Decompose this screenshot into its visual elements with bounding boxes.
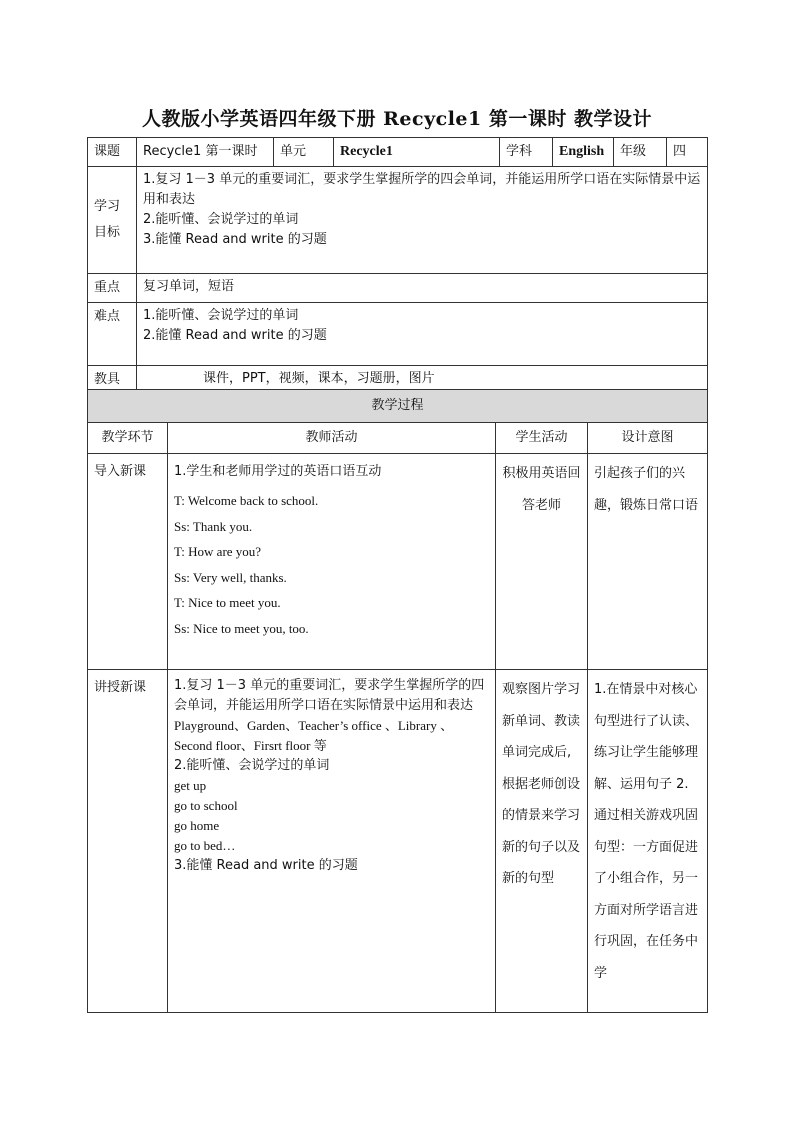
- key-value: 复习单词，短语: [137, 274, 708, 303]
- goals-row: [88, 167, 708, 274]
- dialogue-line: Ss: Nice to meet you, too.: [174, 620, 309, 636]
- grade-label: 年级: [614, 138, 667, 167]
- teacher-line: go to school: [174, 798, 238, 813]
- header-intent: 设计意图: [588, 423, 708, 454]
- header-stage: 教学环节: [88, 423, 168, 454]
- intent-text: 引起孩子们的兴趣，锻炼日常口语: [594, 466, 699, 513]
- student-text: 积极用英语回答老师: [502, 466, 581, 513]
- dialogue-line: Ss: Very well, thanks.: [174, 569, 287, 585]
- difficult-row: [88, 303, 708, 366]
- goal-item: 1.复习 1－3 单元的重要词汇，要求学生掌握所学的四会单词，并能运用所学口语在实际情景中运用和表达: [143, 172, 701, 207]
- goal-item: 3.能懂 Read and write 的习题: [143, 232, 327, 247]
- student-text: 观察图片学习新单词、教读单词完成后,根据老师创设的情景来学习新的句子以及新的句型: [502, 682, 581, 886]
- process-table: [87, 389, 708, 1013]
- difficult-content: [137, 303, 708, 366]
- teacher-line: Playground、Garden、Teacher’s office 、Library 、Second floor、Firsrt floor 等: [174, 718, 454, 753]
- course-value: Recycle1 第一课时: [137, 138, 274, 167]
- process-row-new: [88, 670, 708, 1013]
- goals-label: 学习目标: [88, 167, 137, 274]
- subject-value: English: [553, 138, 614, 167]
- teacher-intro: 1.学生和老师用学过的英语口语互动: [174, 464, 382, 479]
- key-label: 重点: [88, 274, 137, 303]
- process-band: 教学过程: [88, 390, 708, 423]
- unit-label: 单元: [274, 138, 334, 167]
- teacher-line: 1.复习 1－3 单元的重要词汇，要求学生掌握所学的四会单词，并能运用所学口语在实际情景中运用和表达: [174, 678, 485, 713]
- info-table: [87, 137, 708, 395]
- dialogue-line: T: How are you?: [174, 544, 262, 559]
- header-student: 学生活动: [496, 423, 588, 454]
- teacher-line: get up: [174, 778, 207, 793]
- teacher-line: 3.能懂 Read and write 的习题: [174, 858, 358, 873]
- teacher-cell: [168, 454, 496, 670]
- difficult-item: 1.能听懂、会说学过的单词: [143, 308, 299, 323]
- dialogue-line: Ss: Thank you.: [174, 518, 253, 534]
- tools-value: 课件，PPT，视频，课本，习题册，图片: [137, 366, 708, 395]
- teacher-cell: [168, 670, 496, 1013]
- grade-value: 四: [667, 138, 708, 167]
- header-teacher: 教师活动: [168, 423, 496, 454]
- teacher-line: 2.能听懂、会说学过的单词: [174, 758, 330, 773]
- teacher-line: go home: [174, 818, 220, 833]
- difficult-item: 2.能懂 Read and write 的习题: [143, 328, 327, 343]
- key-row: [88, 274, 708, 303]
- intent-cell: [588, 454, 708, 670]
- goals-content: [137, 167, 708, 274]
- intent-text: 1.在情景中对核心句型进行了认读、练习让学生能够理解、运用句子 2.通过相关游戏巩固句型：一方面促进了小组合作，另一方面对所学语言进行巩固，在任务中学: [594, 682, 699, 981]
- course-label: 课题: [88, 138, 137, 167]
- process-row-intro: [88, 454, 708, 670]
- stage-cell: 导入新课: [88, 454, 168, 670]
- course-row: [88, 138, 708, 167]
- dialogue-line: T: Welcome back to school.: [174, 493, 319, 508]
- unit-value: Recycle1: [334, 138, 500, 167]
- student-cell: [496, 454, 588, 670]
- student-cell: [496, 670, 588, 1013]
- tools-label: 教具: [88, 366, 137, 395]
- process-header-row: [88, 423, 708, 454]
- intent-cell: [588, 670, 708, 1013]
- document-title: 人教版小学英语四年级下册 Recycle1 第一课时 教学设计: [142, 108, 652, 130]
- process-band-row: [88, 390, 708, 423]
- teacher-line: go to bed…: [174, 838, 236, 853]
- goal-item: 2.能听懂、会说学过的单词: [143, 212, 299, 227]
- difficult-label: 难点: [88, 303, 137, 366]
- stage-cell: 讲授新课: [88, 670, 168, 1013]
- dialogue-line: T: Nice to meet you.: [174, 595, 281, 610]
- subject-label: 学科: [500, 138, 553, 167]
